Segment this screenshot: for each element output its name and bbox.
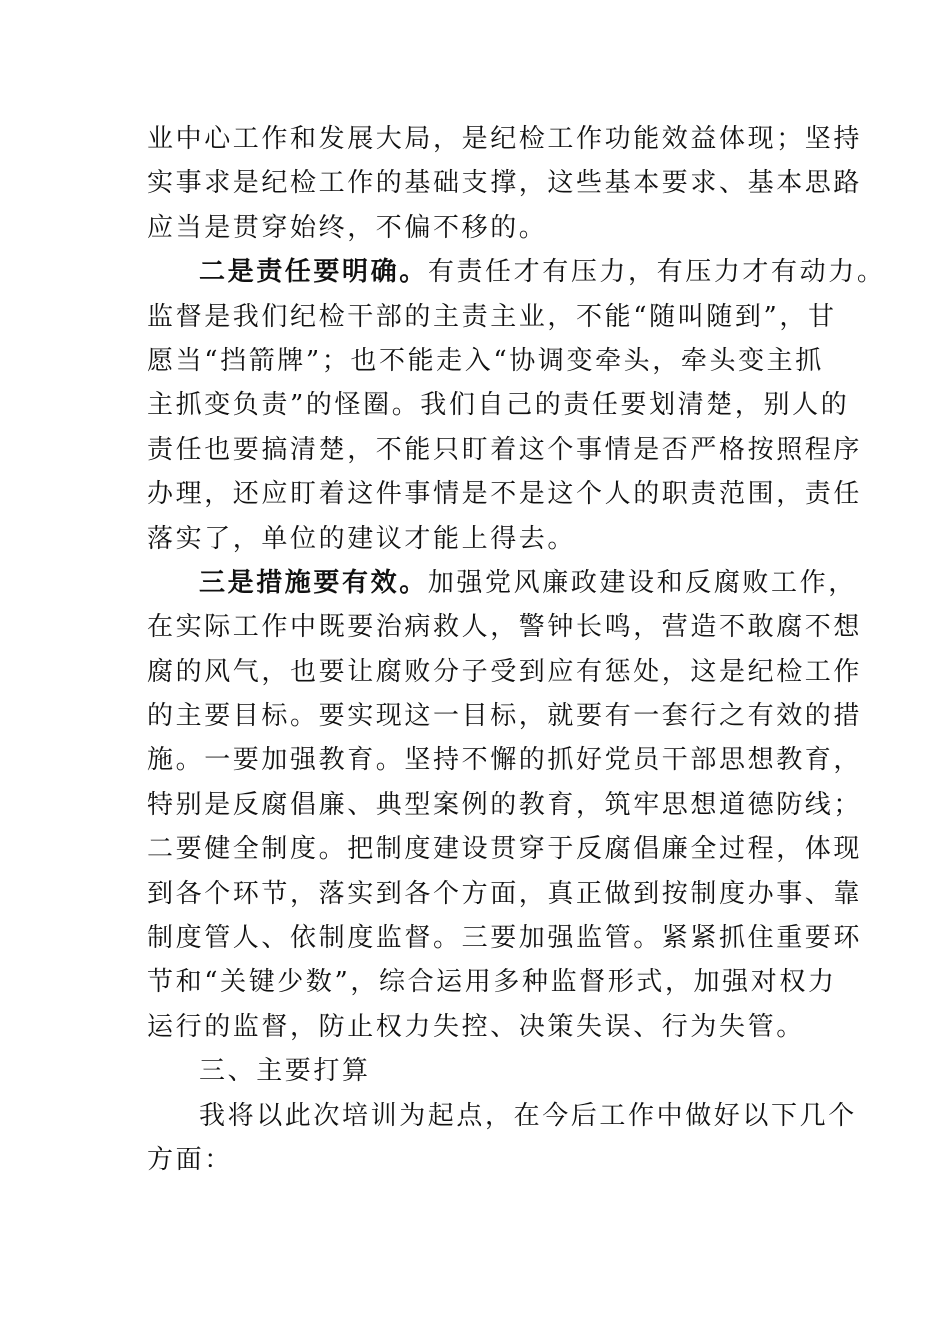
paragraph-start-line	[147, 561, 857, 605]
text-line: 落实了，单位的建议才能上得去。	[147, 523, 577, 554]
paragraph-text: 有责任才有压力，有压力才有动力。	[427, 257, 886, 288]
text-line: 特别是反腐倡廉、典型案例的教育，筑牢思想道德防线；	[147, 789, 863, 820]
text-line: 节和“关键少数”，综合运用多种监督形式，加强对权力	[147, 967, 837, 998]
text-line: 应当是贯穿始终，不偏不移的。	[147, 212, 548, 243]
text-line: 方面：	[147, 1144, 233, 1175]
paragraph-text: 加强党风廉政建设和反腐败工作，	[427, 567, 857, 598]
text-line: 腐的风气，也要让腐败分子受到应有惩处，这是纪检工作	[147, 656, 863, 687]
text-line: 办理，还应盯着这件事情是不是这个人的职责范围，责任	[147, 479, 863, 510]
text-line: 主抓变负责”的怪圈。我们自己的责任要划清楚，别人的	[147, 390, 850, 421]
paragraph-start-line	[147, 250, 886, 294]
paragraph-heading: 二是责任要明确。	[199, 257, 428, 288]
text-line: 我将以此次培训为起点，在今后工作中做好以下几个	[199, 1100, 857, 1131]
text-line: 的主要目标。要实现这一目标，就要有一套行之有效的措	[147, 701, 863, 732]
text-line: 运行的监督，防止权力失控、决策失误、行为失管。	[147, 1011, 805, 1042]
text-line: 制度管人、依制度监督。三要加强监管。紧紧抓住重要环	[147, 923, 863, 954]
document-body	[147, 117, 886, 1182]
text-line: 到各个环节，落实到各个方面，真正做到按制度办事、靠	[147, 878, 863, 909]
text-line: 二要健全制度。把制度建设贯穿于反腐倡廉全过程，体现	[147, 834, 863, 865]
text-line: 愿当“挡箭牌”；也不能走入“协调变牵头，牵头变主抓	[147, 345, 824, 376]
text-line: 在实际工作中既要治病救人，警钟长鸣，营造不敢腐不想	[147, 612, 863, 643]
paragraph-heading: 三是措施要有效。	[199, 567, 428, 598]
text-line: 责任也要搞清楚，不能只盯着这个事情是否严格按照程序	[147, 434, 863, 465]
section-heading: 三、主要打算	[199, 1056, 371, 1087]
text-line: 实事求是纪检工作的基础支撑，这些基本要求、基本思路	[147, 168, 863, 199]
text-line: 施。一要加强教育。坚持不懈的抓好党员干部思想教育，	[147, 745, 863, 776]
text-line: 监督是我们纪检干部的主责主业，不能“随叫随到”，甘	[147, 301, 837, 332]
text-line: 业中心工作和发展大局，是纪检工作功能效益体现；坚持	[147, 124, 863, 154]
